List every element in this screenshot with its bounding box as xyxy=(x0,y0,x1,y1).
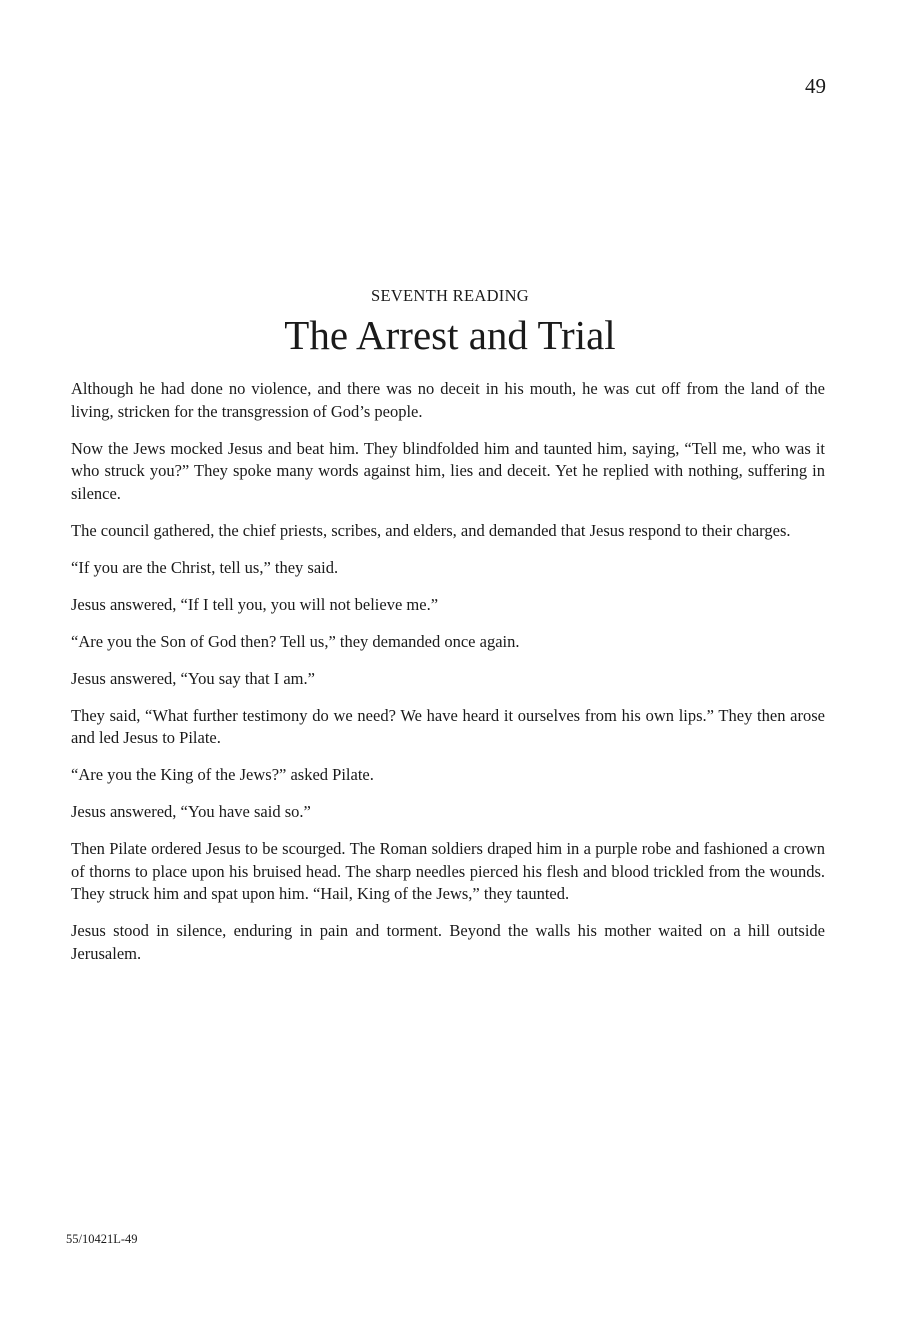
page-title: The Arrest and Trial xyxy=(284,311,616,358)
paragraph: Although he had done no violence, and there was no deceit in his mouth, he was cut off from the land of the living, stricken for the transgression of God’s people. xyxy=(71,379,825,421)
paragraph: Now the Jews mocked Jesus and beat him. They blindfolded him and taunted him, saying, “Tell me, who was it who struck you?” They spoke many words against him, lies and deceit. Yet he replied with nothing, suffering in silence. xyxy=(71,438,825,503)
footer-code: 55/10421L-49 xyxy=(66,1232,138,1246)
paragraph: Jesus answered, “If I tell you, you will not believe me.” xyxy=(71,594,439,614)
paragraph: Jesus stood in silence, enduring in pain and torment. Beyond the walls his mother waited on a hill outside Jerusalem. xyxy=(71,921,825,963)
body-text xyxy=(71,378,825,980)
paragraph: Then Pilate ordered Jesus to be scourged. The Roman soldiers draped him in a purple robe and fashioned a crown of thorns to place upon his bruised head. The sharp needles pierced his flesh and blood trickled from the wounds. They struck him and spat upon him. “Hail, King of the Jews,” they taunted. xyxy=(71,839,825,903)
paragraph: The council gathered, the chief priests, scribes, and elders, and demanded that Jesus respond to their charges. xyxy=(71,520,791,540)
paragraph: “Are you the Son of God then? Tell us,” they demanded once again. xyxy=(71,631,520,651)
reading-label: SEVENTH READING xyxy=(370,286,530,305)
reading-header xyxy=(0,288,900,356)
paragraph: They said, “What further testimony do we need? We have heard it ourselves from his own lips.” They then arose and led Jesus to Pilate. xyxy=(71,705,825,747)
paragraph: “Are you the King of the Jews?” asked Pilate. xyxy=(71,765,374,784)
paragraph: Jesus answered, “You say that I am.” xyxy=(71,668,315,688)
paragraph: Jesus answered, “You have said so.” xyxy=(71,802,311,821)
page-number: 49 xyxy=(805,74,826,98)
paragraph: “If you are the Christ, tell us,” they said. xyxy=(71,557,339,577)
